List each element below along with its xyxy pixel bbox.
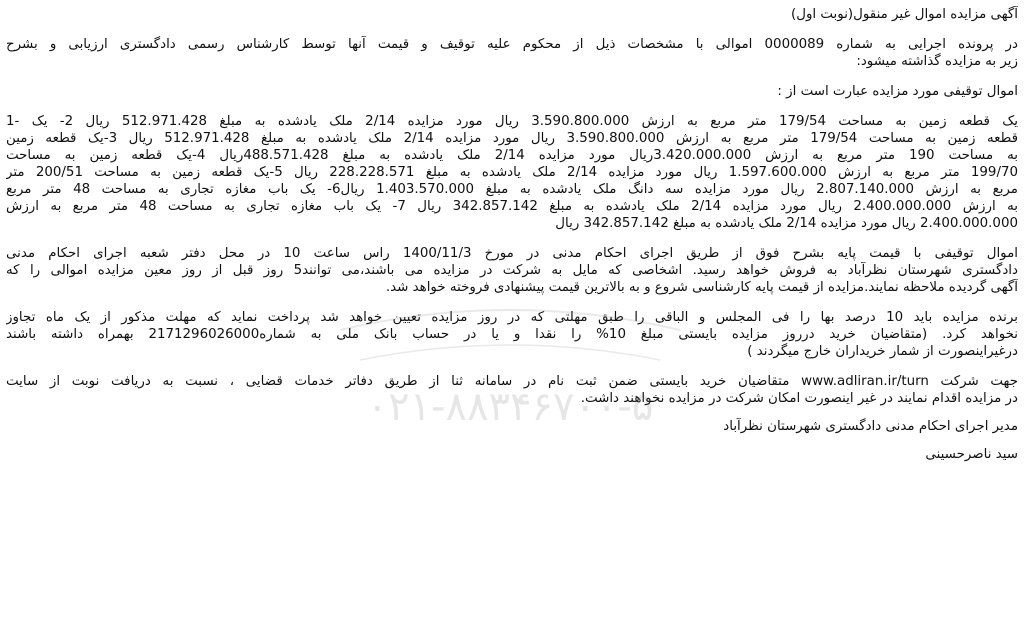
registration-paragraph <box>6 373 1018 407</box>
conditions-line: نخواهد کرد. (متقاضیان خرید درروز مزایده بایستی مبلغ 10% را نقدا و یا در حساب بانک ملی به شماره2171296026000 بهمراه داشته باشند <box>6 327 1018 342</box>
registration-line: جهت شرکت www.adliran.ir/turn متقاضیان خرید بایستی ضمن ثبت نام در سامانه ثنا از طریق دفاتر خدمات قضایی ، نسبت به دریافت نوبت از سایت <box>6 374 1018 389</box>
auction-notice <box>6 6 1018 625</box>
intro-line: زیر به مزایده گذاشته میشود: <box>856 54 1018 69</box>
intro-line: در پرونده اجرایی به شماره 0000089 اموالی با مشخصات ذیل از محکوم علیه توقیف و قیمت آنها توسط کارشناس رسمی دادگستری ارزیابی و بشرح <box>6 37 1018 52</box>
items-line: به ارزش 2.400.000.000 ریال مورد مزایده 2/14 ملک یادشده به مبلغ 342.857.142 ریال 7- یک باب مغازه تجاری به مساحت 48 متر مربع به ارزش <box>6 199 1018 214</box>
items-line: قطعه زمین به مساحت 179/54 متر مربع به ارزش 3.590.800.000 ریال مورد مزایده 2/14 ملک یادشده به مبلغ 512.971.428 ریال 3-یک قطعه زمین <box>6 131 1018 146</box>
signatory-name: سید ناصرحسینی <box>925 447 1018 462</box>
conditions-paragraph <box>6 309 1018 360</box>
schedule-line: دادگستری شهرستان نظرآباد به فروش خواهد رسید. اشخاصی که مایل به شرکت در مزایده می باشند،می توانند5 روز قبل از روز معین مزایده اموالی را که <box>6 263 1018 278</box>
items-line: یک قطعه زمین به مساحت 179/54 متر مربع به ارزش 3.590.800.000 ریال مورد مزایده 2/14 ملک یادشده به مبلغ 512.971.428 ریال 2- یک -1 <box>6 114 1018 129</box>
items-line: مربع به ارزش 2.807.140.000 ریال مورد مزایده سه دانگ ملک یادشده به مبلغ 1.403.570.000 ریال6- یک باب مغازه تجاری به مساحت 48 متر مربع <box>6 182 1018 197</box>
conditions-line: درغیراینصورت از شمار خریداران خارج میگردند ) <box>747 344 1018 359</box>
schedule-line: آگهی گردیده ملاحظه نمایند.مزایده از قیمت پایه کارشناسی شروع و به بالاترین قیمت پیشنهادی فروخته خواهد شد. <box>385 280 1018 295</box>
schedule-paragraph <box>6 245 1018 296</box>
conditions-line: برنده مزایده باید 10 درصد بها را فی المجلس و الباقی را طبق مهلتی که در روز مزایده تعیین خواهد شد پرداخت نماید که مهلت مذکور از یک ماه تجاوز <box>6 310 1018 325</box>
schedule-line: اموال توقیفی با قیمت پایه بشرح فوق از طریق اجرای احکام مدنی در مورخ 1400/11/3 راس ساعت 10 در محل دفتر شعبه اجرای احکام مدنی <box>6 246 1018 261</box>
items-line: به مساحت 190 متر مربع به ارزش 3.420.000.000ریال مورد مزایده 2/14 ملک یادشده به مبلغ 488.571.428ریال 4-یک قطعه زمین به مساحت <box>6 148 1018 163</box>
list-heading: اموال توقیفی مورد مزایده عبارت است از : <box>777 84 1018 99</box>
items-line: 199/70 متر مربع به ارزش 1.597.600.000 ریال مورد مزایده 2/14 ملک یادشده به مبلغ 228.228.571 ریال 5-یک قطعه زمین به مساحت 200/51 متر <box>6 165 1018 180</box>
items-paragraph <box>6 113 1018 232</box>
manager-signature: مدیر اجرای احکام مدنی دادگستری شهرستان نظرآباد <box>723 419 1018 434</box>
notice-title: آگهی مزایده اموال غیر منقول(نوبت اول) <box>791 7 1018 22</box>
intro-paragraph <box>6 36 1018 70</box>
items-line: 2.400.000.000 ریال مورد مزایده 2/14 ملک یادشده به مبلغ 342.857.142 ریال <box>555 216 1018 231</box>
watermark-phone: ۰۲۱-۸۸۳۴۶۷۰۰-۵ <box>366 384 654 430</box>
registration-line: در مزایده اقدام نمایند در غیر اینصورت امکان شرکت در مزایده نخواهند داشت. <box>580 391 1018 406</box>
